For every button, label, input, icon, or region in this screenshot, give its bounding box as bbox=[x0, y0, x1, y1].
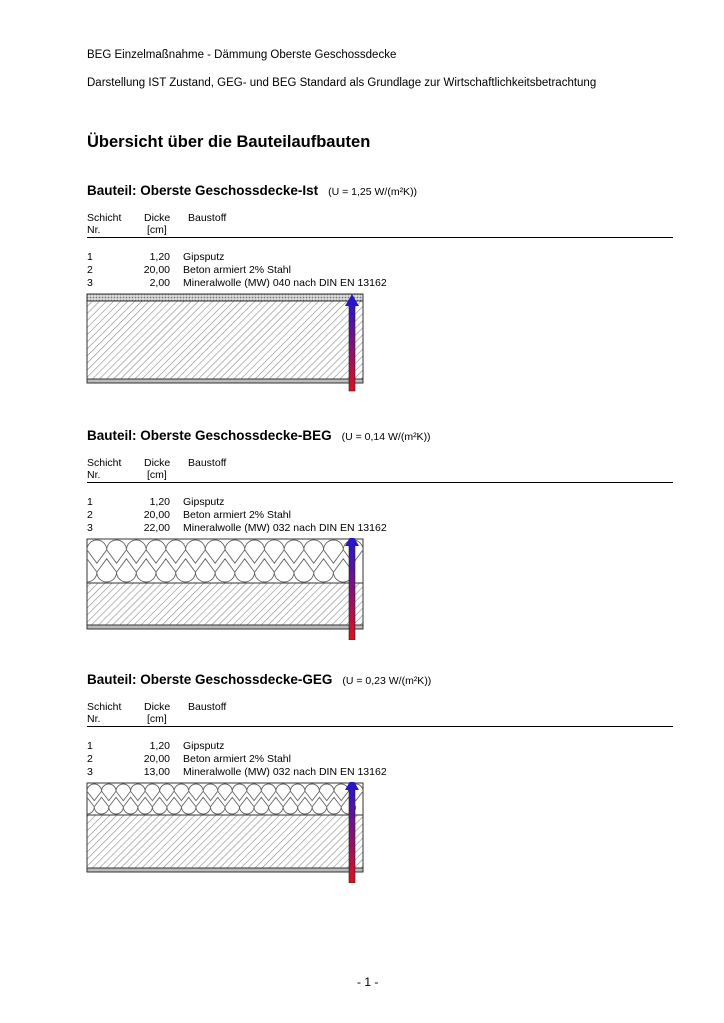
layer-thickness: 22,00 bbox=[143, 522, 170, 534]
section-title bbox=[87, 428, 431, 443]
layer-thickness: 2,00 bbox=[149, 277, 170, 289]
layer-thickness: 20,00 bbox=[143, 264, 170, 276]
plaster-layer bbox=[87, 868, 363, 872]
layer-material: Gipsputz bbox=[183, 496, 225, 508]
section-title bbox=[87, 672, 431, 687]
u-value: (U = 0,23 W/(m²K)) bbox=[342, 675, 432, 687]
insulation-layer bbox=[87, 294, 363, 301]
col-header-baustoff: Baustoff bbox=[188, 457, 227, 469]
section-title-text: Bauteil: Oberste Geschossdecke-BEG bbox=[87, 428, 332, 443]
section-title-text: Bauteil: Oberste Geschossdecke-GEG bbox=[87, 672, 333, 687]
layer-material: Mineralwolle (MW) 040 nach DIN EN 13162 bbox=[183, 277, 387, 289]
layer-material: Gipsputz bbox=[183, 251, 225, 263]
col-header-schicht: Schicht bbox=[87, 212, 122, 224]
table-row bbox=[87, 753, 487, 766]
layer-nr: 3 bbox=[87, 522, 93, 534]
layer-nr: 2 bbox=[87, 753, 93, 765]
layer-nr: 3 bbox=[87, 766, 93, 778]
col-header-dicke: Dicke bbox=[144, 212, 171, 224]
col-header-unit: [cm] bbox=[147, 224, 167, 236]
col-header-baustoff: Baustoff bbox=[188, 212, 227, 224]
layer-diagram bbox=[86, 293, 376, 398]
layer-diagram bbox=[86, 538, 376, 645]
col-header-baustoff: Baustoff bbox=[188, 701, 227, 713]
layer-nr: 1 bbox=[87, 496, 93, 508]
col-header-nr: Nr. bbox=[87, 713, 101, 725]
layer-diagram bbox=[86, 782, 376, 888]
table-header bbox=[87, 701, 287, 727]
col-header-schicht: Schicht bbox=[87, 457, 122, 469]
section-title bbox=[87, 183, 417, 198]
layer-material: Beton armiert 2% Stahl bbox=[183, 264, 291, 276]
layer-nr: 2 bbox=[87, 509, 93, 521]
col-header-nr: Nr. bbox=[87, 469, 101, 481]
concrete-layer bbox=[87, 815, 363, 868]
layer-cross-section bbox=[86, 782, 376, 883]
layer-cross-section bbox=[86, 293, 376, 393]
layer-material: Beton armiert 2% Stahl bbox=[183, 753, 291, 765]
u-value: (U = 1,25 W/(m²K)) bbox=[328, 186, 418, 198]
table-header bbox=[87, 457, 287, 483]
layer-cross-section bbox=[86, 538, 376, 640]
table-row bbox=[87, 251, 487, 264]
layer-nr: 1 bbox=[87, 740, 93, 752]
col-header-unit: [cm] bbox=[147, 713, 167, 725]
table-row bbox=[87, 522, 487, 535]
col-header-dicke: Dicke bbox=[144, 457, 171, 469]
concrete-layer bbox=[87, 583, 363, 625]
table-header bbox=[87, 212, 287, 238]
document-subheader: Darstellung IST Zustand, GEG- und BEG Standard als Grundlage zur Wirtschaftlichkeitsbetrachtung bbox=[87, 77, 597, 89]
table-row bbox=[87, 509, 487, 522]
layer-thickness: 1,20 bbox=[149, 251, 170, 263]
u-value: (U = 0,14 W/(m²K)) bbox=[341, 431, 431, 443]
layer-material: Gipsputz bbox=[183, 740, 225, 752]
plaster-layer bbox=[87, 379, 363, 383]
layer-material: Mineralwolle (MW) 032 nach DIN EN 13162 bbox=[183, 522, 387, 534]
col-header-nr: Nr. bbox=[87, 224, 101, 236]
concrete-layer bbox=[87, 301, 363, 379]
layer-thickness: 1,20 bbox=[149, 496, 170, 508]
layer-nr: 3 bbox=[87, 277, 93, 289]
col-header-dicke: Dicke bbox=[144, 701, 171, 713]
table-row bbox=[87, 766, 487, 779]
header-rule bbox=[87, 237, 673, 238]
table-row bbox=[87, 740, 487, 753]
layer-thickness: 1,20 bbox=[149, 740, 170, 752]
section-title-text: Bauteil: Oberste Geschossdecke-Ist bbox=[87, 183, 319, 198]
col-header-unit: [cm] bbox=[147, 469, 167, 481]
table-row bbox=[87, 264, 487, 277]
layer-thickness: 20,00 bbox=[143, 753, 170, 765]
header-rule bbox=[87, 482, 673, 483]
plaster-layer bbox=[87, 625, 363, 629]
table-row bbox=[87, 277, 487, 290]
header-rule bbox=[87, 726, 673, 727]
page-number: - 1 - bbox=[357, 975, 379, 989]
col-header-schicht: Schicht bbox=[87, 701, 122, 713]
layer-nr: 2 bbox=[87, 264, 93, 276]
table-row bbox=[87, 496, 487, 509]
layer-material: Beton armiert 2% Stahl bbox=[183, 509, 291, 521]
layer-thickness: 13,00 bbox=[143, 766, 170, 778]
page-title: Übersicht über die Bauteilaufbauten bbox=[87, 133, 371, 151]
document-header: BEG Einzelmaßnahme - Dämmung Oberste Geschossdecke bbox=[87, 49, 397, 61]
insulation-layer bbox=[87, 783, 363, 815]
layer-thickness: 20,00 bbox=[143, 509, 170, 521]
layer-material: Mineralwolle (MW) 032 nach DIN EN 13162 bbox=[183, 766, 387, 778]
layer-nr: 1 bbox=[87, 251, 93, 263]
